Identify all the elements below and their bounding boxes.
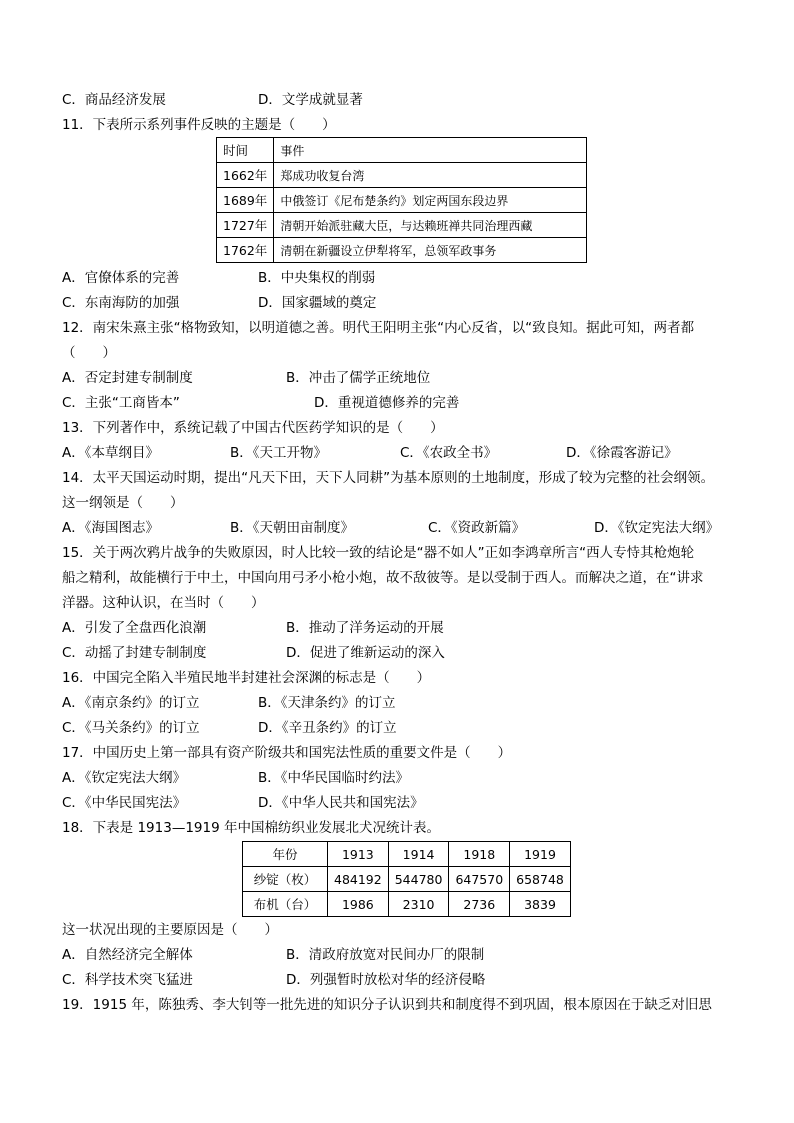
q11-option-a: A．官僚体系的完善 [62,270,180,286]
table-cell: 清朝开始派驻藏大臣，与达赖班禅共同治理西藏 [274,213,587,238]
table-header-cell: 1914 [388,842,449,867]
q18-option-b: B．清政府放宽对民间办厂的限制 [286,947,485,963]
q15-option-c: C．动摇了封建专制制度 [62,645,207,661]
table-row [217,213,587,238]
q13-option-b: B．《天工开物》 [230,445,328,461]
q14-option-a: A．《海国图志》 [62,520,159,536]
q18-option-c: C．科学技术突飞猛进 [62,972,193,988]
q14-stem: 14．太平天国运动时期，提出“凡天下田，天下人同耕”为基本原则的土地制度，形成了较为完整的社会纲领。 [62,470,715,486]
q11-stem: 11．下表所示系列事件反映的主题是（ ） [62,117,336,133]
q17-option-b: B．《中华民国临时约法》 [258,770,410,786]
q10-option-d: D．文学成就显著 [258,92,363,108]
q13-option-c: C．《农政全书》 [400,445,498,461]
table-cell: 郑成功收复台湾 [274,163,587,188]
q12-stem-cont: （ ） [62,345,116,361]
q14-stem-cont: 这一纲领是（ ） [62,495,184,511]
table-cell: 1986 [328,892,389,917]
q10-option-c: C．商品经济发展 [62,92,166,108]
table-header-cell: 1919 [510,842,571,867]
table-cell: 布机（台） [243,892,328,917]
table-cell: 1762年 [217,238,274,263]
q18-option-a: A．自然经济完全解体 [62,947,193,963]
q16-option-c: C．《马关条约》的订立 [62,720,200,736]
table-cell: 中俄签订《尼布楚条约》划定两国东段边界 [274,188,587,213]
q12-stem: 12．南宋朱熹主张“格物致知，以明道德之善。明代王阳明主张“内心反省，以“致良知。据此可知，两者都 [62,320,695,336]
table-cell: 647570 [449,867,510,892]
table-cell: 纱锭（枚） [243,867,328,892]
table-row [243,867,571,892]
table-header-cell: 年份 [243,842,328,867]
q13-option-d: D．《徐霞客游记》 [566,445,678,461]
q11-option-b: B．中央集权的削弱 [258,270,376,286]
q15-stem-cont2: 洋器。这种认识，在当时（ ） [62,595,265,611]
table-cell: 2736 [449,892,510,917]
table-row [243,892,571,917]
q12-option-b: B．冲击了儒学正统地位 [286,370,431,386]
table-cell: 1727年 [217,213,274,238]
table-row [217,238,587,263]
q14-option-b: B．《天朝田亩制度》 [230,520,355,536]
q16-option-d: D．《辛丑条约》的订立 [258,720,397,736]
q17-stem: 17．中国历史上第一部具有资产阶级共和国宪法性质的重要文件是（ ） [62,745,512,761]
q16-stem: 16．中国完全陷入半殖民地半封建社会深渊的标志是（ ） [62,670,431,686]
table-header-cell: 1918 [449,842,510,867]
table-cell: 清朝在新疆设立伊犁将军，总领军政事务 [274,238,587,263]
table-cell: 1662年 [217,163,274,188]
q15-option-d: D．促进了维新运动的深入 [286,645,445,661]
table-cell: 658748 [510,867,571,892]
table-cell: 544780 [388,867,449,892]
q12-option-d: D．重视道德修养的完善 [314,395,460,411]
table-cell: 2310 [388,892,449,917]
q13-option-a: A．《本草纲目》 [62,445,159,461]
table-cell: 1689年 [217,188,274,213]
table-header-cell: 事件 [274,138,587,163]
q15-option-a: A．引发了全盘西化浪潮 [62,620,207,636]
q16-option-a: A．《南京条约》的订立 [62,695,200,711]
q13-stem: 13．下列著作中，系统记载了中国古代医药学知识的是（ ） [62,420,444,436]
table-header-cell: 1913 [328,842,389,867]
q11-option-c: C．东南海防的加强 [62,295,180,311]
q18-stem: 18．下表是 1913—1919 年中国棉纺织业发展北犬况统计表。 [62,820,440,836]
q18-stats-table [242,841,571,917]
q18-stem-cont: 这一状况出现的主要原因是（ ） [62,922,278,938]
q17-option-a: A．《钦定宪法大纲》 [62,770,186,786]
table-cell: 484192 [328,867,389,892]
q11-events-table [216,137,587,263]
q12-option-c: C．主张“工商皆本” [62,395,180,411]
q16-option-b: B．《天津条约》的订立 [258,695,396,711]
q15-stem: 15．关于两次鸦片战争的失败原因，时人比较一致的结论是“器不如人”正如李鸿章所言“西人专恃其枪炮轮 [62,545,695,561]
q15-stem-cont: 船之精利，故能横行于中土，中国向用弓矛小枪小炮，故不敌彼等。是以受制于西人。而解决之道，在“讲求 [62,570,704,586]
q12-option-a: A．否定封建专制制度 [62,370,193,386]
table-cell: 3839 [510,892,571,917]
q15-option-b: B．推动了洋务运动的开展 [286,620,444,636]
q14-option-c: C．《资政新篇》 [428,520,526,536]
table-row [217,188,587,213]
q19-stem: 19．1915 年，陈独秀、李大钊等一批先进的知识分子认识到共和制度得不到巩固，根本原因在于缺乏对旧思 [62,997,712,1013]
table-header-row [217,138,587,163]
q14-option-d: D．《钦定宪法大纲》 [594,520,720,536]
q18-option-d: D．列强暂时放松对华的经济侵略 [286,972,486,988]
table-header-row [243,842,571,867]
q11-option-d: D．国家疆域的奠定 [258,295,377,311]
table-header-cell: 时间 [217,138,274,163]
q17-option-d: D．《中华人民共和国宪法》 [258,795,424,811]
table-row [217,163,587,188]
q17-option-c: C．《中华民国宪法》 [62,795,187,811]
